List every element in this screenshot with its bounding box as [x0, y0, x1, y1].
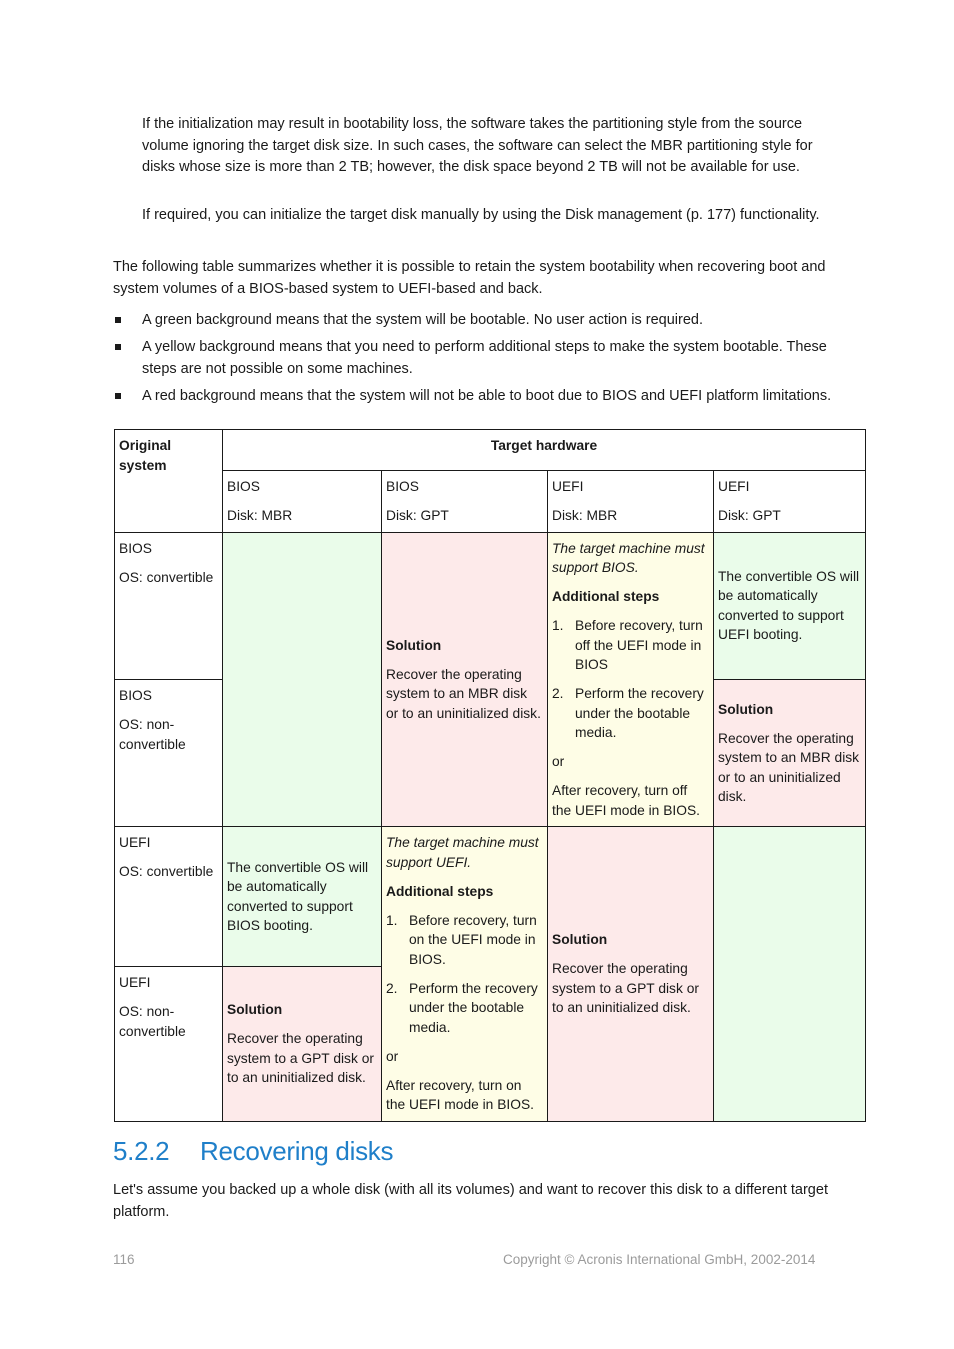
cell-uefi-convertible-to-bios-mbr: The convertible OS will be automatically converted to support BIOS booting. — [223, 827, 382, 967]
bootability-table — [114, 429, 866, 1122]
section-paragraph: Let's assume you backed up a whole disk (with all its volumes) and want to recover this disk to a different target platform. — [113, 1182, 828, 1220]
intro-paragraph-3: The following table summarizes whether it is possible to retain the system bootability when recovering boot and system volumes of a BIOS-based system to UEFI-based and back. — [113, 259, 826, 297]
legend-list — [113, 310, 843, 413]
cell-bios-to-bios-gpt: Solution Recover the operating system to an MBR disk or to an uninitialized disk. — [382, 532, 548, 827]
column-header-uefi-mbr: UEFI Disk: MBR — [548, 471, 714, 533]
original-system-header: Original system — [115, 430, 223, 533]
cell-bios-convertible-to-uefi-gpt: The convertible OS will be automatically converted to support UEFI booting. — [714, 532, 866, 680]
column-header-uefi-gpt: UEFI Disk: GPT — [714, 471, 866, 533]
target-hardware-header: Target hardware — [223, 430, 866, 471]
cell-uefi-to-uefi-gpt — [714, 827, 866, 1122]
cell-bios-to-bios-mbr — [223, 532, 382, 827]
legend-item-red: A red background means that the system will not be able to boot due to BIOS and UEFI platform limitations. — [113, 386, 843, 408]
column-header-bios-mbr: BIOS Disk: MBR — [223, 471, 382, 533]
cell-uefi-to-bios-gpt: The target machine must support UEFI. Additional steps 1. Before recovery, turn on the UEFI mode in BIOS. 2. Perform the recovery under the bootable media. or After recovery, turn on the UEFI mode in BIOS. — [382, 827, 548, 1122]
cell-bios-to-uefi-mbr: The target machine must support BIOS. Additional steps 1. Before recovery, turn off the UEFI mode in BIOS 2. Perform the recovery under the bootable media. or After recovery, turn off the UEFI mode in BIOS. — [548, 532, 714, 827]
legend-item-yellow: A yellow background means that you need to perform additional steps to make the system bootable. These steps are not possible on some machines. — [113, 337, 843, 380]
legend-item-green: A green background means that the system will be bootable. No user action is required. — [113, 310, 843, 332]
section-number: 5.2.2 — [113, 1136, 170, 1166]
section-title: Recovering disks — [200, 1136, 394, 1166]
cell-uefi-to-uefi-mbr: Solution Recover the operating system to a GPT disk or to an uninitialized disk. — [548, 827, 714, 1122]
page-number: 116 — [113, 1252, 135, 1267]
row-header-uefi-non-convertible: UEFI OS: non-convertible — [115, 967, 223, 1121]
row-header-bios-non-convertible: BIOS OS: non-convertible — [115, 680, 223, 827]
row-header-bios-convertible: BIOS OS: convertible — [115, 532, 223, 680]
bullet-square-icon — [115, 393, 121, 399]
steps-list: 1. Before recovery, turn off the UEFI mode in BIOS 2. Perform the recovery under the bootable media. — [552, 618, 704, 740]
steps-list: 1. Before recovery, turn on the UEFI mode in BIOS. 2. Perform the recovery under the bootable media. — [386, 912, 538, 1035]
cell-uefi-non-convertible-to-bios-mbr: Solution Recover the operating system to a GPT disk or to an uninitialized disk. — [223, 967, 382, 1121]
cell-bios-non-convertible-to-uefi-gpt: Solution Recover the operating system to an MBR disk or to an uninitialized disk. — [714, 680, 866, 827]
row-header-uefi-convertible: UEFI OS: convertible — [115, 827, 223, 967]
bullet-square-icon — [115, 317, 121, 323]
intro-paragraph-1: If the initialization may result in bootability loss, the software takes the partitioning style from the source volume ignoring the target disk size. In such cases, the software can select the MBR partitioning style for disks whose size is more than 2 TB; however, the disk space beyond 2 TB will not be available for use. — [142, 116, 813, 175]
section-heading — [113, 1136, 393, 1167]
column-header-bios-gpt: BIOS Disk: GPT — [382, 471, 548, 533]
intro-paragraph-2: If required, you can initialize the target disk manually by using the Disk management (p. 177) functionality. — [142, 207, 820, 223]
bullet-square-icon — [115, 344, 121, 350]
copyright-notice: Copyright © Acronis International GmbH, 2002-2014 — [503, 1252, 816, 1267]
